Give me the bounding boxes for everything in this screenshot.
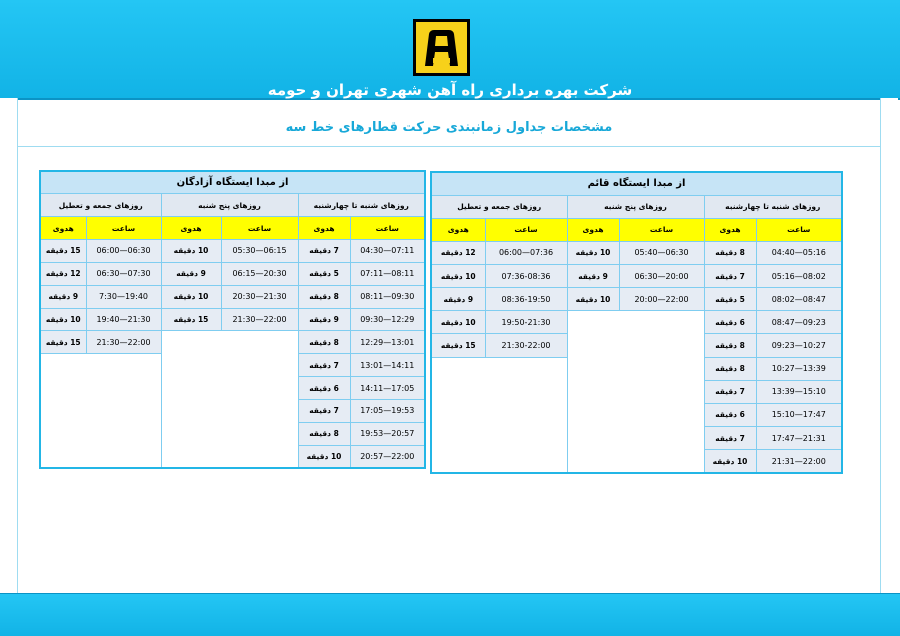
ghaem-weekdays-headway-cell: 8 دقیقه: [704, 241, 756, 264]
azadegan-friday-time-cell: 21:30—22:00: [86, 331, 161, 354]
azadegan-weekdays-time-cell: 04:30—07:11: [350, 240, 425, 263]
ghaem-thursday-headway-cell: 10 دقیقه: [567, 288, 619, 311]
table-row: [431, 241, 842, 264]
ghaem-weekdays-headway-col: هدوی: [704, 218, 756, 241]
azadegan-friday-headway-cell: 15 دقیقه: [40, 240, 86, 263]
azadegan-friday-headway-cell: 9 دقیقه: [40, 285, 86, 308]
azadegan-friday-time-cell: 06:00—06:30: [86, 240, 161, 263]
ghaem-friday-time-cell: 19:50-21:30: [485, 311, 567, 334]
azadegan-weekdays-time-cell: 20:57—22:00: [350, 445, 425, 468]
ghaem-friday-empty-area: [431, 357, 567, 473]
azadegan-weekdays-time-cell: 09:30—12:29: [350, 308, 425, 331]
azadegan-thursday-headway-cell: 9 دقیقه: [161, 262, 221, 285]
ghaem-table-title: از مبدا ایستگاه قائم: [431, 172, 842, 195]
ghaem-thursday-headway-col: هدوی: [567, 218, 619, 241]
azadegan-weekdays-time-cell: 14:11—17:05: [350, 377, 425, 400]
azadegan-weekdays-headway-cell: 8 دقیقه: [298, 422, 350, 445]
ghaem-weekdays-headway-cell: 7 دقیقه: [704, 380, 756, 403]
ghaem-friday-time-col: ساعت: [485, 218, 567, 241]
ghaem-friday-headway-cell: 12 دقیقه: [431, 241, 485, 264]
ghaem-weekdays-time-col: ساعت: [756, 218, 842, 241]
ghaem-weekdays-headway-cell: 6 دقیقه: [704, 311, 756, 334]
ghaem-thursday-time-cell: 20:00—22:00: [619, 288, 704, 311]
ghaem-weekdays-headway-cell: 6 دقیقه: [704, 403, 756, 426]
ghaem-weekdays-headway-cell: 7 دقیقه: [704, 265, 756, 288]
ghaem-weekdays-time-cell: 05:16—08:02: [756, 265, 842, 288]
azadegan-friday-time-cell: 06:30—07:30: [86, 262, 161, 285]
ghaem-weekdays-time-cell: 17:47—21:31: [756, 427, 842, 450]
azadegan-friday-empty-area: [40, 354, 161, 468]
azadegan-weekdays-headway-cell: 7 دقیقه: [298, 399, 350, 422]
azadegan-weekdays-time-cell: 19:53—20:57: [350, 422, 425, 445]
azadegan-friday-time-col: ساعت: [86, 217, 161, 240]
azadegan-weekdays-time-col: ساعت: [350, 217, 425, 240]
ghaem-schedule-table: [430, 171, 843, 474]
azadegan-thursday-time-cell: 21:30—22:00: [221, 308, 298, 331]
azadegan-thursday-empty-area: [161, 331, 298, 468]
ghaem-weekdays-time-cell: 04:40—05:16: [756, 241, 842, 264]
azadegan-weekdays-headway-cell: 5 دقیقه: [298, 262, 350, 285]
bottom-footer-band: [0, 593, 900, 636]
azadegan-thursday-header: روزهای پنج شنبه: [161, 194, 298, 217]
azadegan-thursday-time-cell: 05:30—06:15: [221, 240, 298, 263]
ghaem-friday-headway-cell: 10 دقیقه: [431, 311, 485, 334]
ghaem-friday-time-cell: 07:36-08:36: [485, 265, 567, 288]
ghaem-weekdays-headway-cell: 5 دقیقه: [704, 288, 756, 311]
ghaem-friday-time-cell: 08:36-19:50: [485, 288, 567, 311]
azadegan-weekdays-headway-cell: 8 دقیقه: [298, 285, 350, 308]
azadegan-weekdays-headway-cell: 7 دقیقه: [298, 240, 350, 263]
ghaem-weekdays-headway-cell: 8 دقیقه: [704, 357, 756, 380]
ghaem-weekdays-headway-cell: 7 دقیقه: [704, 427, 756, 450]
table-row: [40, 308, 425, 331]
ghaem-weekdays-time-cell: 13:39—15:10: [756, 380, 842, 403]
azadegan-weekdays-headway-cell: 9 دقیقه: [298, 308, 350, 331]
azadegan-thursday-time-cell: 20:30—21:30: [221, 285, 298, 308]
ghaem-friday-time-cell: 21:30-22:00: [485, 334, 567, 357]
table-row: [431, 265, 842, 288]
ghaem-weekdays-time-cell: 10:27—13:39: [756, 357, 842, 380]
azadegan-weekdays-time-cell: 13:01—14:11: [350, 354, 425, 377]
divider: [18, 146, 880, 147]
table-row: [431, 311, 842, 334]
azadegan-friday-time-cell: 19:40—21:30: [86, 308, 161, 331]
left-margin-strip: [0, 98, 18, 593]
azadegan-friday-headway-cell: 10 دقیقه: [40, 308, 86, 331]
azadegan-weekdays-headway-cell: 8 دقیقه: [298, 331, 350, 354]
azadegan-weekdays-time-cell: 12:29—13:01: [350, 331, 425, 354]
ghaem-friday-time-cell: 06:00—07:36: [485, 241, 567, 264]
ghaem-thursday-time-cell: 06:30—20:00: [619, 265, 704, 288]
azadegan-thursday-headway-col: هدوی: [161, 217, 221, 240]
ghaem-thursday-header: روزهای پنج شنبه: [567, 195, 704, 218]
azadegan-friday-time-cell: 7:30—19:40: [86, 285, 161, 308]
company-name: شرکت بهره برداری راه آهن شهری تهران و حومه: [267, 81, 633, 99]
metro-logo-icon: [416, 22, 467, 73]
ghaem-thursday-headway-cell: 10 دقیقه: [567, 241, 619, 264]
page-title: مشخصات جداول زمانبندی حرکت قطارهای خط سه: [285, 120, 613, 135]
azadegan-thursday-time-col: ساعت: [221, 217, 298, 240]
azadegan-friday-headway-cell: 15 دقیقه: [40, 331, 86, 354]
table-row: [431, 288, 842, 311]
ghaem-weekdays-headway-cell: 10 دقیقه: [704, 450, 756, 473]
azadegan-thursday-time-cell: 06:15—20:30: [221, 262, 298, 285]
azadegan-friday-headway-cell: 12 دقیقه: [40, 262, 86, 285]
azadegan-schedule-table: [39, 170, 426, 469]
azadegan-friday-header: روزهای جمعه و تعطیل: [40, 194, 161, 217]
azadegan-weekdays-headway-col: هدوی: [298, 217, 350, 240]
azadegan-weekdays-header: روزهای شنبه تا چهارشنبه: [298, 194, 425, 217]
ghaem-weekdays-time-cell: 08:02—08:47: [756, 288, 842, 311]
ghaem-weekdays-time-cell: 09:23—10:27: [756, 334, 842, 357]
ghaem-thursday-empty-area: [567, 311, 704, 473]
ghaem-weekdays-time-cell: 08:47—09:23: [756, 311, 842, 334]
azadegan-friday-headway-col: هدوی: [40, 217, 86, 240]
ghaem-thursday-time-col: ساعت: [619, 218, 704, 241]
ghaem-weekdays-header: روزهای شنبه تا چهارشنبه: [704, 195, 842, 218]
azadegan-thursday-headway-cell: 10 دقیقه: [161, 285, 221, 308]
ghaem-thursday-headway-cell: 9 دقیقه: [567, 265, 619, 288]
table-row: [40, 240, 425, 263]
azadegan-weekdays-time-cell: 08:11—09:30: [350, 285, 425, 308]
azadegan-weekdays-time-cell: 07:11—08:11: [350, 262, 425, 285]
azadegan-weekdays-headway-cell: 6 دقیقه: [298, 377, 350, 400]
azadegan-thursday-headway-cell: 10 دقیقه: [161, 240, 221, 263]
table-row: [40, 331, 425, 354]
azadegan-table-title: از مبدا ایستگاه آزادگان: [40, 171, 425, 194]
ghaem-weekdays-time-cell: 21:31—22:00: [756, 450, 842, 473]
azadegan-weekdays-headway-cell: 7 دقیقه: [298, 354, 350, 377]
ghaem-thursday-time-cell: 05:40—06:30: [619, 241, 704, 264]
ghaem-friday-headway-cell: 9 دقیقه: [431, 288, 485, 311]
ghaem-friday-headway-cell: 10 دقیقه: [431, 265, 485, 288]
ghaem-weekdays-headway-cell: 8 دقیقه: [704, 334, 756, 357]
azadegan-weekdays-headway-cell: 10 دقیقه: [298, 445, 350, 468]
table-row: [40, 285, 425, 308]
ghaem-friday-header: روزهای جمعه و تعطیل: [431, 195, 567, 218]
table-row: [40, 262, 425, 285]
ghaem-friday-headway-cell: 15 دقیقه: [431, 334, 485, 357]
ghaem-friday-headway-col: هدوی: [431, 218, 485, 241]
ghaem-weekdays-time-cell: 15:10—17:47: [756, 403, 842, 426]
azadegan-thursday-headway-cell: 15 دقیقه: [161, 308, 221, 331]
right-margin-strip: [880, 98, 898, 593]
azadegan-weekdays-time-cell: 17:05—19:53: [350, 399, 425, 422]
metro-logo: [413, 19, 470, 76]
